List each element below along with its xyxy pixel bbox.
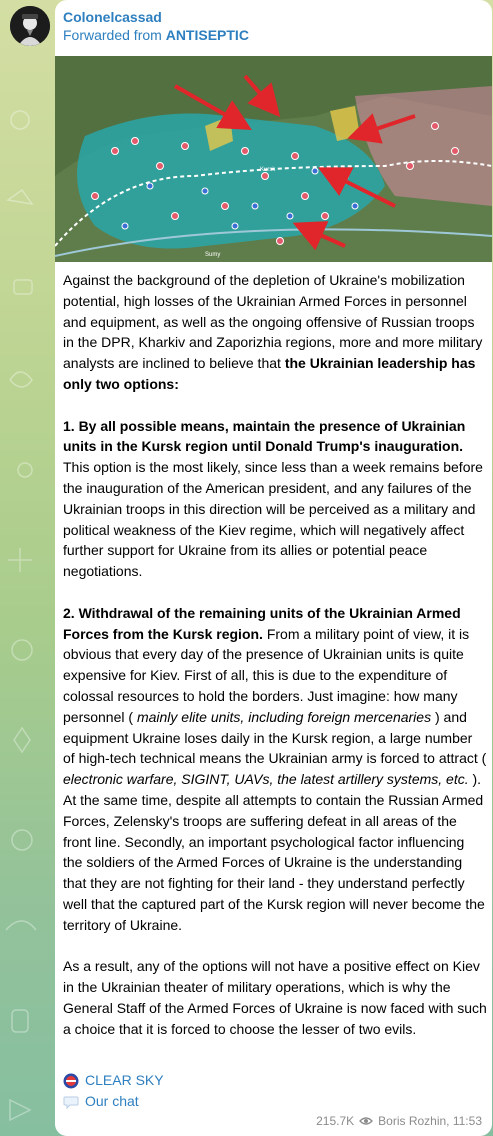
speech-bubble-icon — [63, 1094, 79, 1110]
our-chat-link[interactable] — [63, 1091, 164, 1112]
forwarded-prefix: Forwarded from — [63, 27, 162, 43]
author-time: Boris Rozhin, 11:53 — [378, 1114, 482, 1128]
option-2-text-b: ) and equipment Ukraine loses daily in the Kursk region, a large number of high-tech technical means the Ukrainian army is forced to attract ( — [63, 708, 487, 767]
clear-sky-link[interactable] — [63, 1070, 164, 1091]
our-chat-label: Our chat — [85, 1093, 139, 1109]
paragraph-option-1 — [63, 416, 487, 582]
option-2-heading: 2. Withdrawal of the remaining units of the Ukrainian Armed Forces from the Kursk region. — [63, 604, 461, 642]
forwarded-source-link[interactable]: ANTISEPTIC — [165, 27, 249, 43]
message-bubble — [55, 0, 492, 1136]
option-2-text-a: From a military point of view, it is obvious that every day of the presence of Ukrainian units is quite expensive for Kiev. First of all, this is due to the expenditure of colossal resources to hold the borders. Just imagine: how many personnel ( — [63, 625, 470, 725]
intro-text: Against the background of the depletion of Ukraine's mobilization potential, high losses of the Ukrainian Armed Forces in personnel and equipment, as well as the ongoing offensive of Russian troops in the DPR, Kharkiv and Zaporizhia regions, more and more military analysts are inclined to believe that — [63, 272, 483, 372]
option-2-italic-b: electronic warfare, SIGINT, UAVs, the latest artillery systems, etc. — [63, 771, 469, 788]
option-1-heading: 1. By all possible means, maintain the presence of Ukrainian units in the Kursk region until Donald Trump's inauguration. — [63, 417, 466, 455]
avatar-image — [10, 6, 50, 46]
map-label-sumy: Sumy — [205, 252, 221, 258]
map-image[interactable] — [55, 56, 492, 262]
option-2-text-c: ). At the same time, despite all attempts to contain the Russian Armed Forces, Zelensky's troops are suffering defeat in all areas of the front line. Secondly, an important psychological factor influencing the soldiers of the Armed Forces of Ukraine is the understanding that they are not fighting for their land - they understand perfectly well that the captured part of the Kursk region will never become the territory of Ukraine. — [63, 771, 485, 933]
paragraph-intro — [63, 270, 487, 395]
message-text — [63, 270, 487, 1039]
clear-sky-label: CLEAR SKY — [85, 1072, 164, 1088]
intro-bold: the Ukrainian leadership has only two options: — [63, 355, 476, 392]
paragraph-conclusion: As a result, any of the options will not have a positive effect on Kiev in the Ukrainian theater of military operations, which is why the General Staff of the Armed Forces of Ukraine is now faced with such a choice that it is forced to choose the lesser of two evils. — [63, 958, 487, 1037]
message-footer — [316, 1114, 482, 1128]
eye-icon — [359, 1116, 373, 1126]
channel-name-link[interactable]: Colonelcassad — [63, 9, 162, 25]
view-count: 215.7K — [316, 1114, 355, 1128]
map-label-kursk: Kursk — [260, 167, 276, 173]
sky-emoji-icon — [63, 1073, 79, 1089]
message-header — [55, 0, 492, 56]
paragraph-option-2 — [63, 603, 487, 936]
channel-avatar[interactable] — [10, 6, 50, 46]
forwarded-line — [63, 26, 484, 44]
option-2-italic-a: mainly elite units, including foreign mercenaries — [136, 708, 432, 725]
message-links — [63, 1070, 164, 1112]
option-1-text: This option is the most likely, since less than a week remains before the inauguration of the American president, and any failures of the Ukrainian troops in this direction will be perceived as a military and political weakness of the Kiev regime, which will negatively affect further support for Ukraine from its allies or potential peace negotiations. — [63, 459, 483, 580]
